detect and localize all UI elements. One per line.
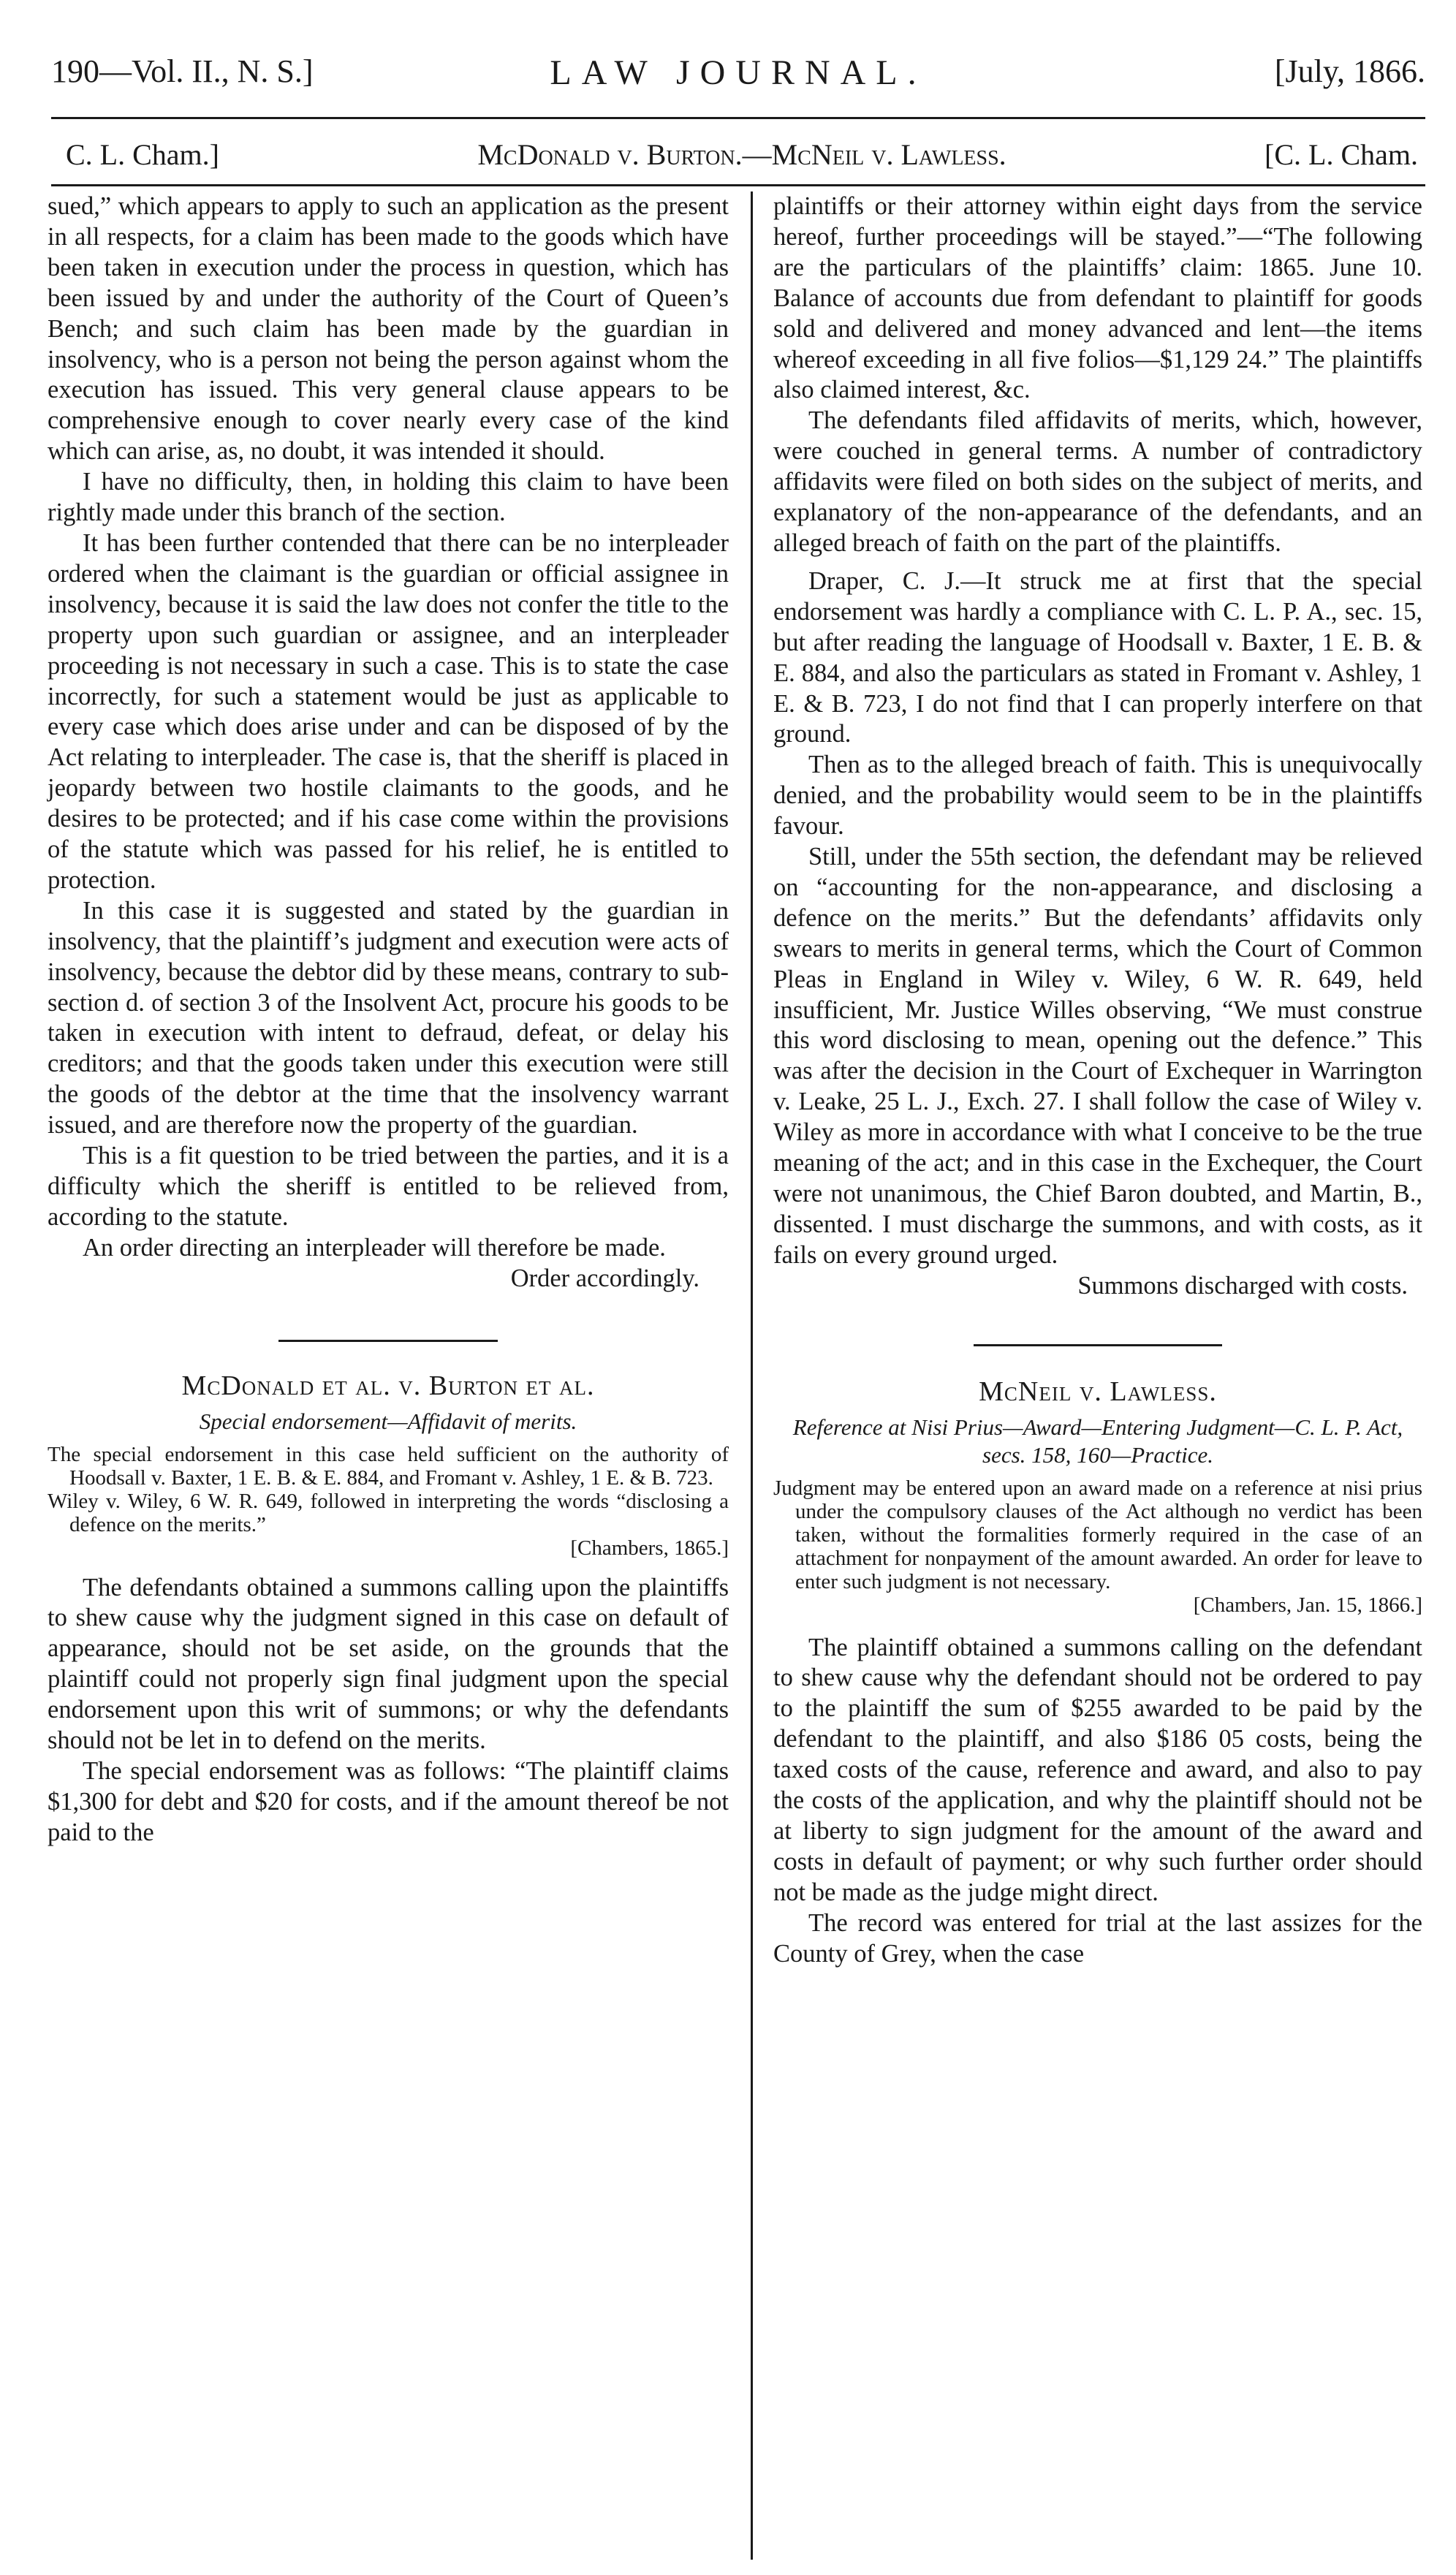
headnote-text: The special endorsement in this case held sufficient on the authority of Hoodsall v. Baxter, 1 E. B. & E. 884, and Fromant v. Ashley, 1 E. & B. 723. bbox=[48, 1442, 729, 1490]
citation: [Chambers, Jan. 15, 1866.] bbox=[1193, 1593, 1422, 1617]
case-title: McNeil v. Lawless. bbox=[979, 1376, 1217, 1407]
order-line: Summons discharged with costs. bbox=[1077, 1271, 1408, 1300]
paragraph: Draper, C. J.—It struck me at first that the special endorsement was hardly a compliance with C. L. P. A., sec. 15, but after reading the language of Hoodsall v. Baxter, 1 E. B. & E. 884, and also the particulars as stated in Fromant v. Ashley, 1 E. & B. 723, I do not find that I can properly interfere on that ground. bbox=[773, 566, 1422, 748]
journal-title: LAW JOURNAL. bbox=[550, 53, 927, 92]
citation: [Chambers, 1865.] bbox=[570, 1536, 729, 1560]
headnote-title: Special endorsement—Affidavit of merits. bbox=[199, 1408, 577, 1434]
paragraph: The defendants filed affidavits of merits, which, however, were couched in general terms. A number of contradictory affidavits were filed on both sides on the subject of merits, and explanatory of the non-appearance of the defendants, and an alleged breach of faith on the part of the plaintiffs. bbox=[773, 406, 1422, 557]
headnote bbox=[773, 1476, 1422, 1617]
paragraph: An order directing an interpleader will therefore be made. bbox=[83, 1233, 666, 1262]
issue-date: [July, 1866. bbox=[1274, 53, 1425, 89]
headnote-title: Reference at Nisi Prius—Award—Entering Judgment—C. L. P. Act, secs. 158, 160—Practice. bbox=[792, 1414, 1403, 1468]
paragraph: This is a fit question to be tried between the parties, and it is a difficulty which the sheriff is entitled to be relieved from, according to the statute. bbox=[48, 1142, 729, 1231]
case-title: McDonald et al. v. Burton et al. bbox=[181, 1370, 595, 1401]
paragraph: The special endorsement was as follows: “The plaintiff claims $1,300 for debt and $20 for costs, and if the amount thereof be not paid to the bbox=[48, 1756, 729, 1846]
paragraph: plaintiffs or their attorney within eight days from the service hereof, further proceedings will be stayed.”—“The following are the particulars of the plaintiffs’ claim: 1865. June 10. Balance of accounts due from defendant to plaintiff for goods sold and delivered and money advanced and lent—the items whereof exceeding in all five folios—$1,129 24.” The plaintiffs also claimed interest, &c. bbox=[773, 192, 1422, 404]
case-header bbox=[66, 137, 1418, 181]
subheader-rule bbox=[51, 184, 1425, 186]
paragraph: The plaintiff obtained a summons calling on the defendant to shew cause why the defendant should not be ordered to pay to the plaintiff the sum of $255 awarded to be paid by the defendant to the plaintiff, and also $186 05 costs, being the taxed costs of the cause, reference and award, and also to pay the costs of the application, and why the plaintiff should not be at liberty to sign judgment for the amount of the award and costs in default of payment; or why such further order should not be made as the judge might direct. bbox=[773, 1633, 1422, 1906]
court-label-right: [C. L. Cham. bbox=[1264, 138, 1418, 171]
headnote-text: Judgment may be entered upon an award made on a reference at nisi prius under the compulsory clauses of the Act although no verdict has been taken, without the formalities formerly required in the case of an attachment for nonpayment of the amount awarded. An order for leave to enter such judgment is not necessary. bbox=[773, 1476, 1422, 1593]
court-label-left: C. L. Cham.] bbox=[66, 138, 219, 171]
paragraph: sued,” which appears to apply to such an application as the present in all respects, for a claim has been made to the goods which have been taken in execution under the process in question, which has been issued by and under the authority of the Court of Queen’s Bench; and such claim has been made by the guardian in insolvency, who is a person not being the person against whom the execution has issued. This very general clause appears to be comprehensive enough to cover nearly every case of the kind which can arise, as, no doubt, it was intended it should. bbox=[48, 192, 729, 466]
headnote-text: Wiley v. Wiley, 6 W. R. 649, followed in interpreting the words “disclosing a defence on the merits.” bbox=[48, 1489, 729, 1536]
running-header bbox=[51, 53, 1425, 111]
headnote bbox=[48, 1443, 729, 1560]
header-rule bbox=[51, 117, 1425, 119]
running-case-title: McDonald v. Burton.—McNeil v. Lawless. bbox=[477, 138, 1006, 171]
paragraph: Still, under the 55th section, the defendant may be relieved on “accounting for the non-appearance, and disclosing a defence on the merits.” But the defendants’ affidavits only swears to merits in general terms, which the Court of Common Pleas in England in Wiley v. Wiley, 6 W. R. 649, held insufficient, Mr. Justice Willes observing, “We must construe this word disclosing to mean, opening out the defence.” This was after the decision in the Court of Exchequer in Warrington v. Leake, 25 L. J., Exch. 27. I shall follow the case of Wiley v. Wiley as more in accordance with what I conceive to be the true meaning of the act; and in this case in the Exchequer, the Court were not unanimous, the Chief Baron doubted, and Martin, B., dissented. I must discharge the summons, and with costs, as it fails on every ground urged. bbox=[773, 843, 1422, 1269]
right-column bbox=[773, 191, 1422, 1970]
paragraph: In this case it is suggested and stated by the guardian in insolvency, that the plaintiff’s judgment and execution were acts of insolvency, because the debtor did by these means, contrary to sub-section d. of section 3 of the Insolvent Act, procure his goods to be taken in execution with intent to defraud, defeat, or delay his creditors; and that the goods taken under this execution were still the goods of the debtor at the time that the insolvency warrant issued, and are therefore now the property of the guardian. bbox=[48, 896, 729, 1139]
order-line: Order accordingly. bbox=[510, 1264, 699, 1292]
paragraph: The record was entered for trial at the last assizes for the County of Grey, when the case bbox=[773, 1908, 1422, 1968]
paragraph: It has been further contended that there can be no interpleader ordered when the claimant is the guardian or official assignee in insolvency, because it is said the law does not confer the title to the property upon such guardian or assignee, and an interpleader proceeding is not necessary in such a case. This is to state the case incorrectly, for such a statement would be just as applicable to every case which does arise under and can be disposed of by the Act relating to interpleader. The case is, that the sheriff is placed in jeopardy between two hostile claimants to the goods, and he desires to be protected; and if his case come within the provisions of the statute which was passed for his relief, he is entitled to protection. bbox=[48, 528, 729, 894]
left-column bbox=[48, 191, 729, 1848]
column-divider bbox=[751, 191, 753, 2560]
paragraph: Then as to the alleged breach of faith. This is unequivocally denied, and the probability would seem to be in the plaintiffs favour. bbox=[773, 751, 1422, 841]
paragraph: I have no difficulty, then, in holding this claim to have been rightly made under this branch of the section. bbox=[48, 468, 729, 527]
paragraph: The defendants obtained a summons calling upon the plaintiffs to shew cause why the judgment signed in this case on default of appearance, should not be set aside, on the grounds that the plaintiff could not properly sign final judgment upon the special endorsement upon this writ of summons; or why the defendants should not be let in to defend on the merits. bbox=[48, 1573, 729, 1755]
page-volume: 190—Vol. II., N. S.] bbox=[51, 53, 314, 89]
